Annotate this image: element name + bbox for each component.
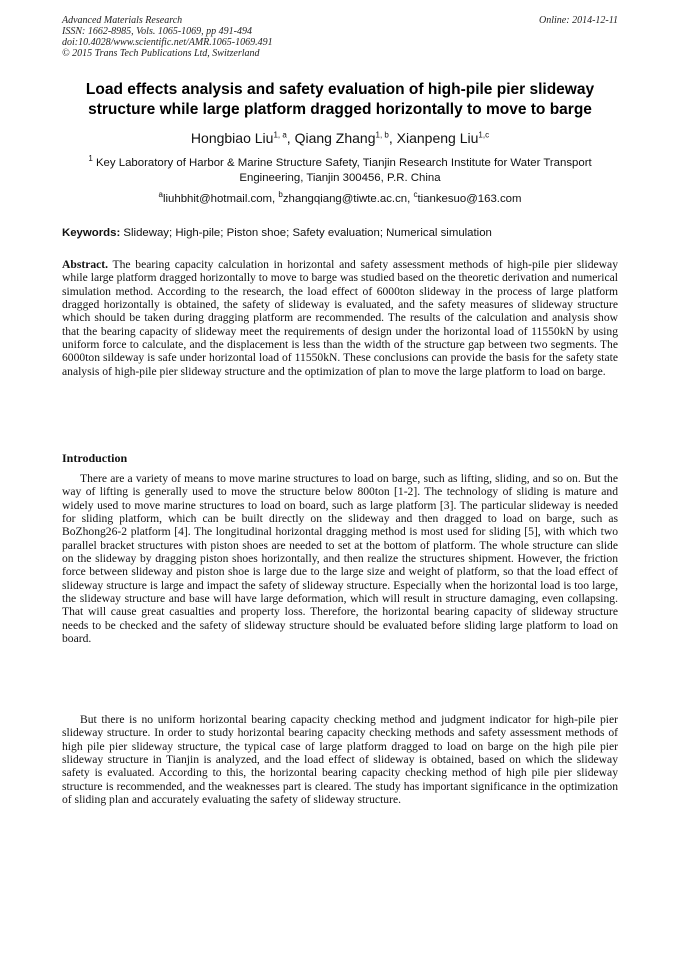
email-mark: b xyxy=(278,190,283,200)
issn-line: ISSN: 1662-8985, Vols. 1065-1069, pp 491-494 xyxy=(62,26,252,37)
online-date: Online: 2014-12-11 xyxy=(539,15,618,26)
author-affil-mark: 1,c xyxy=(478,130,490,140)
affiliation-mark: 1 xyxy=(88,154,93,164)
email-address: tiankesuo@163.com xyxy=(417,193,522,205)
doi-line: doi:10.4028/www.scientific.net/AMR.1065-1069.491 xyxy=(62,37,273,48)
author-name: Xianpeng Liu xyxy=(396,130,479,146)
keywords-text: Slideway; High-pile; Piston shoe; Safety evaluation; Numerical simulation xyxy=(123,227,492,239)
email-separator: , xyxy=(272,193,279,205)
email-separator: , xyxy=(407,193,414,205)
affiliation xyxy=(62,156,618,186)
introduction-paragraph-2: But there is no uniform horizontal bearing capacity checking method and judgment indicator for high-pile pier slideway structure. In order to study horizontal bearing capacity checking methods and safety assessment methods of high pile pier slideway structure, the typical case of large platform dragged to load on barge on the high pile pier slideway structure in Tianjin is analyzed, and the load effect of slideway is obtained, based on which the slideway safety is evaluated. According to this, the horizontal bearing capacity checking method of high pile pier slideway structure is recommended, and the weaknesses part is cleared. The study has important significance in the optimization of sliding plan and accurately evaluating the safety of slideway structure. xyxy=(62,713,618,807)
copyright-line: © 2015 Trans Tech Publications Ltd, Switzerland xyxy=(62,48,260,59)
author-separator: , xyxy=(286,130,295,146)
paper-title: Load effects analysis and safety evaluation of high-pile pier slideway structure while large platform dragged horizontally to move to barge xyxy=(85,81,595,118)
abstract-label: Abstract. xyxy=(62,258,109,271)
introduction-paragraph-1: There are a variety of means to move marine structures to load on barge, such as lifting, sliding, and so on. But the way of lifting is generally used to move the structure below 800ton [1-2]. The technology of sliding is mature and widely used to move marine structures to load on board, such as large platform [3]. The particular slideway is needed for sliding platform, which can be built directly on the slideway and then dragged to load on barge, such as BoZhong26-2 platform [4]. The longitudinal horizontal dragging method is most used for sliding [5], with which two parallel bracket structures with piston shoes are needed to set at the bottom of platform. The whole structure can slide on the slideway by dragging piston shoes horizontally, and then realize the structures shipment. However, the friction force between slideway and piston shoe is large due to the large size and weight of platform, so that the load effect of slideway structure is large and impact the safety of slideway structure. Especially when the horizontal load is too large, the slideway structure and base will have large deformation, which will result in structure damaging, even collapsing. That will cause great casualties and property loss. Therefore, the horizontal bearing capacity of slideway structure needs to be checked and the safety of slideway structure should be evaluated before sliding large platform to load on board. xyxy=(62,472,618,646)
email-mark: a xyxy=(158,190,163,200)
keywords-label: Keywords: xyxy=(62,227,121,239)
journal-header xyxy=(62,15,618,59)
keywords xyxy=(62,226,618,240)
author-separator: , xyxy=(388,130,397,146)
author-name: Hongbiao Liu xyxy=(190,130,274,146)
abstract xyxy=(62,258,618,378)
author-name: Qiang Zhang xyxy=(294,130,376,146)
email-address: zhangqiang@tiwte.ac.cn xyxy=(282,193,408,205)
affiliation-text: Key Laboratory of Harbor & Marine Structure Safety, Tianjin Research Institute for Water Transport Engineering, Tianjin 300456, P.R. China xyxy=(95,157,592,184)
email-mark: c xyxy=(413,190,418,200)
author-affil-mark: 1, a xyxy=(273,130,287,140)
section-heading-introduction: Introduction xyxy=(62,451,128,465)
email-list xyxy=(62,192,618,206)
author-list xyxy=(62,129,618,147)
abstract-text: The bearing capacity calculation in horizontal and safety assessment methods of high-pile pier slideway while large platform dragged horizontally to move to barge was studied based on the theoretic derivation and numerical simulation method. According to the research, the load effect of 6000ton slideway in the process of large platform dragged horizontally is obtained, the safety of slideway is evaluated, and the safety measures of slideway structure which should be taken during dragging platform are recommended. The results of the calculation and analysis show that the bearing capacity of slideway meet the requirements of design under the horizontal load of 11550kN by using uniform force to calculate, and the displacement is less than the width of the structure gap between two segments. The 6000ton sildeway is safe under horizontal load of 11550kN. These conclusions can provide the basis for the safety state analysis of high-pile pier slideway structure and the optimization of plan to move the large platform to load on barge. xyxy=(62,258,618,378)
journal-name: Advanced Materials Research xyxy=(62,15,183,26)
author-affil-mark: 1, b xyxy=(375,130,389,140)
email-address: liuhbhit@hotmail.com xyxy=(162,193,273,205)
